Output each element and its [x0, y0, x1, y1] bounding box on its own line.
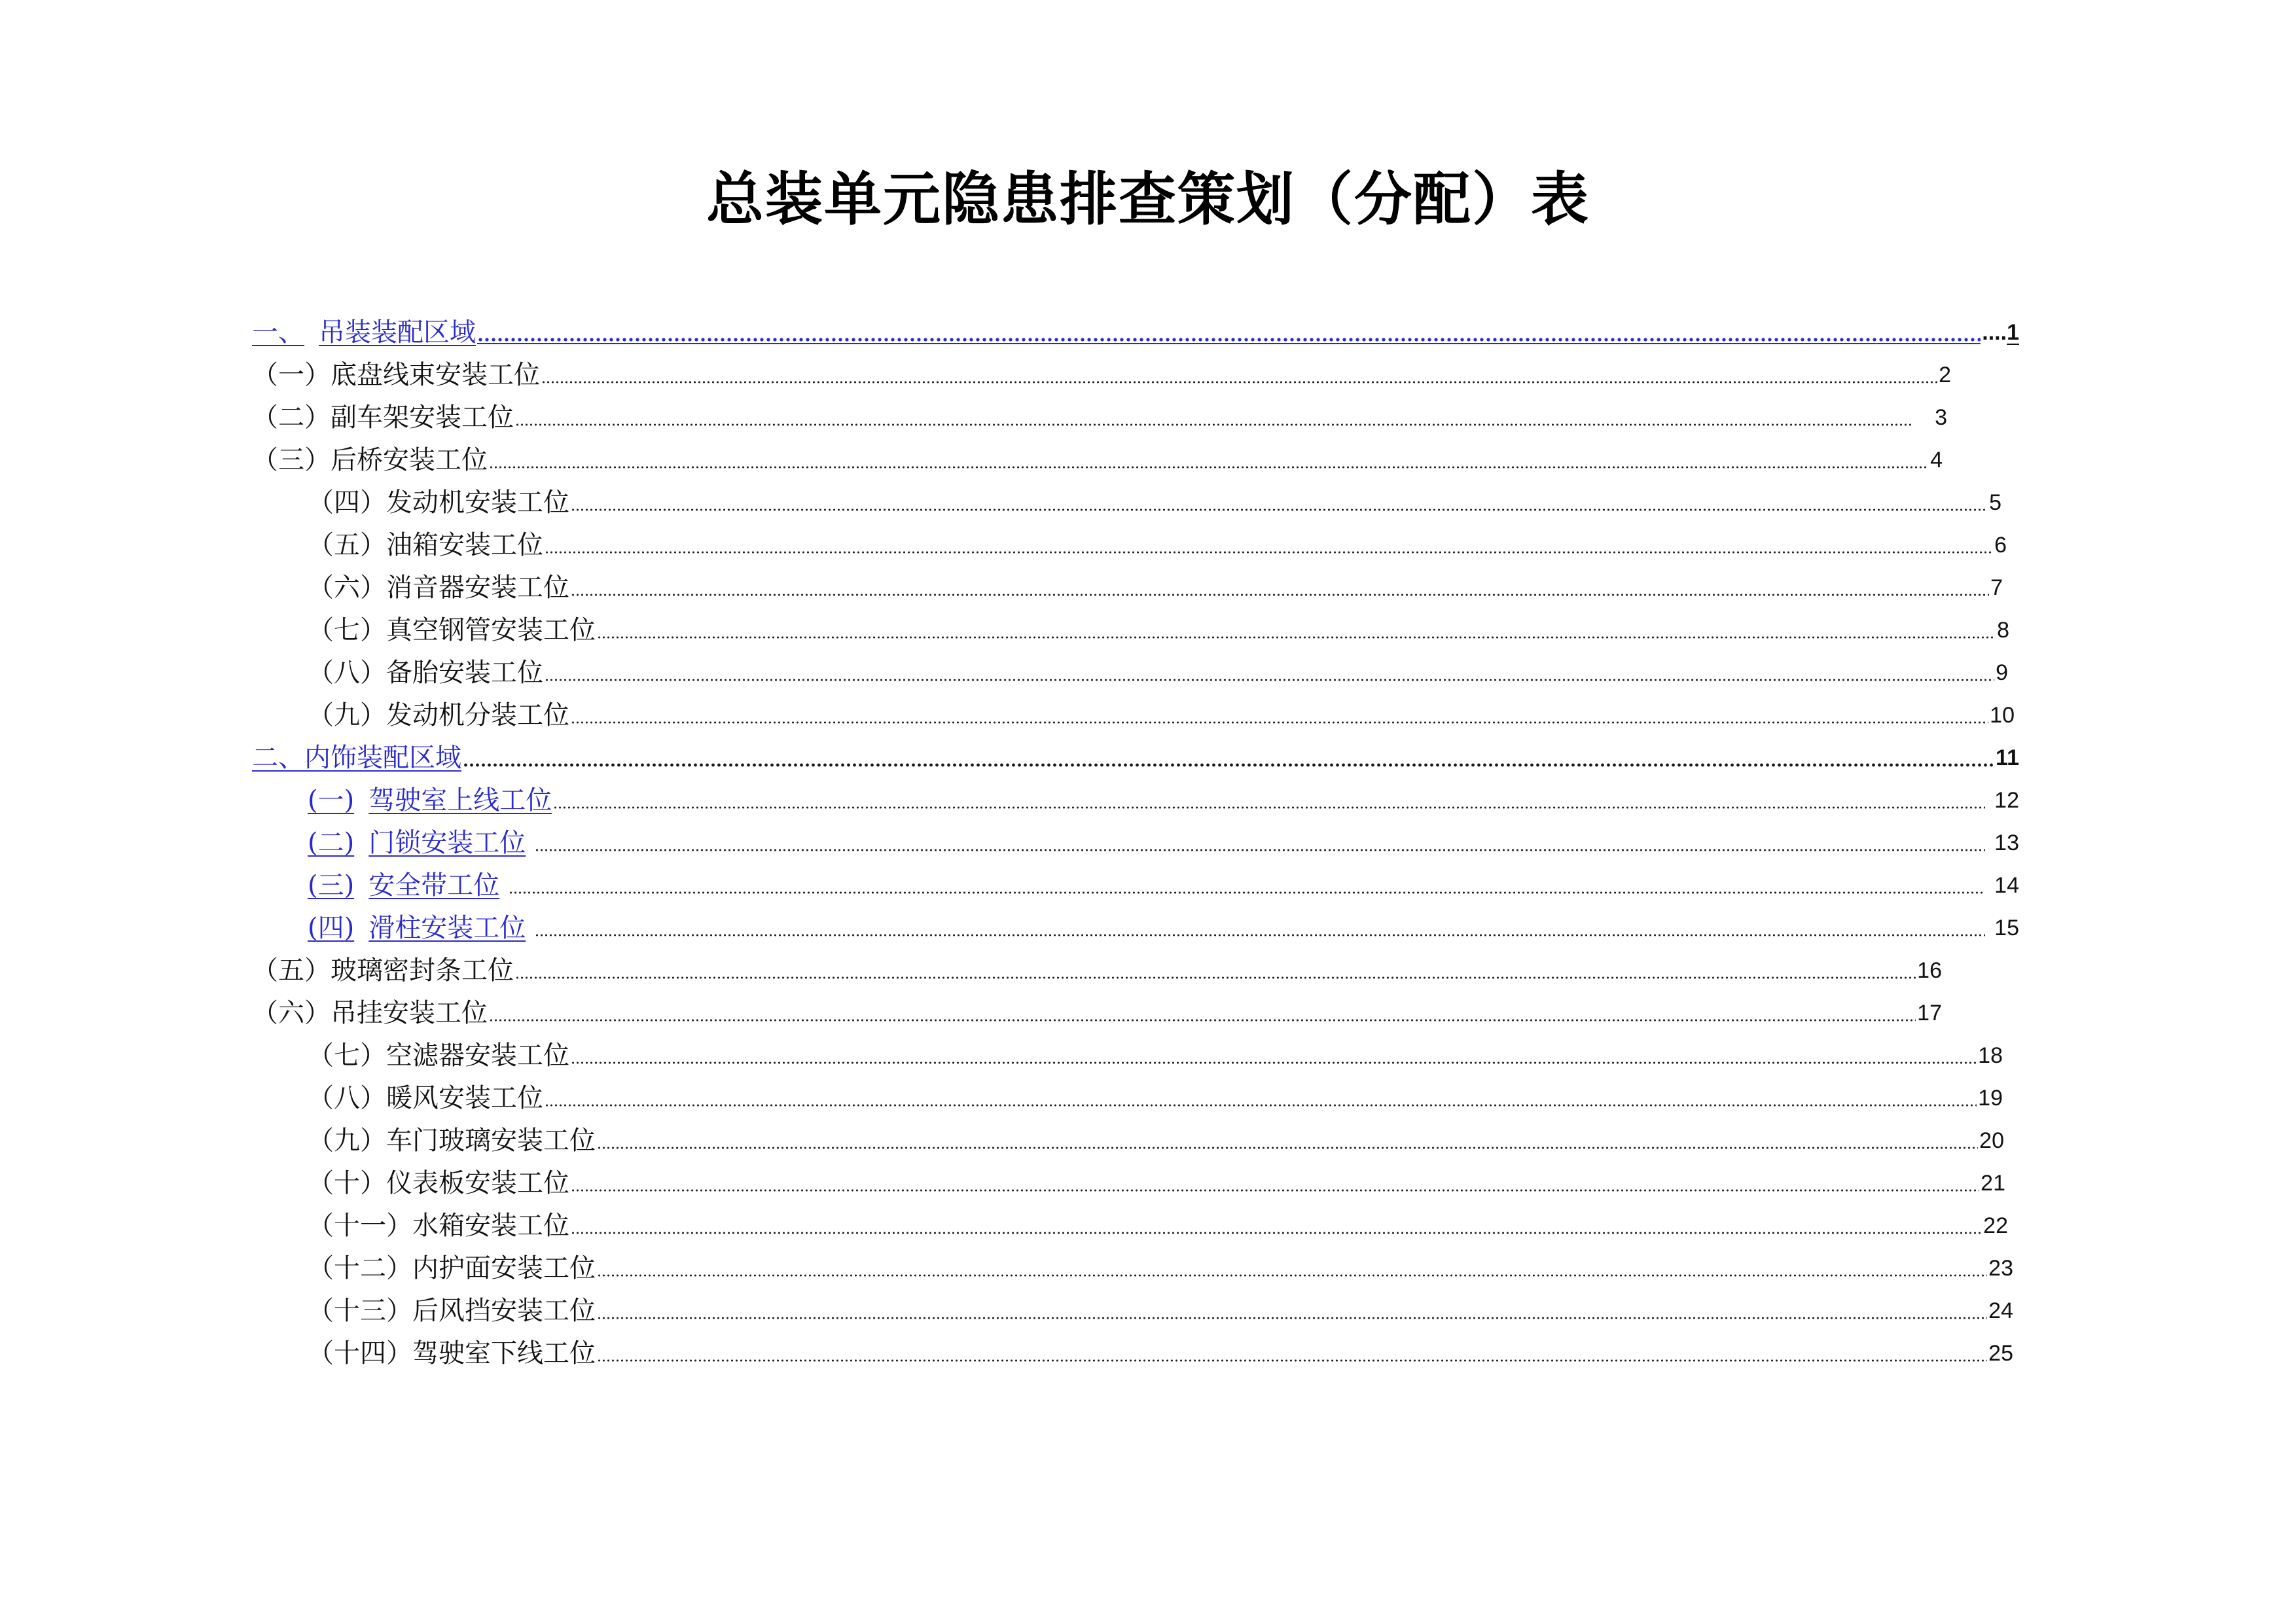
toc-entry-label[interactable]: 一、 吊装装配区域 [252, 317, 476, 348]
toc-entry[interactable] [308, 1122, 2004, 1159]
toc-entry[interactable] [308, 1037, 2003, 1074]
dot-leader [545, 677, 1994, 683]
toc-entry-label: （九）发动机分装工位 [308, 700, 569, 730]
toc-entry-link[interactable] [308, 910, 2019, 946]
dot-leader [463, 762, 1994, 768]
toc-entry[interactable] [308, 484, 2001, 521]
toc-page-number: 8 [1997, 618, 2009, 643]
toc-entry-section-2[interactable] [252, 740, 2019, 776]
dot-leader [545, 550, 1993, 555]
toc-page-number: 2 [1939, 363, 1951, 387]
toc-page-number: 20 [1979, 1128, 2004, 1153]
dot-leader [597, 635, 1996, 640]
dot-leader [571, 592, 1989, 597]
toc-entry-label: （十）仪表板安装工位 [308, 1168, 569, 1198]
toc-entry-label: （三）后桥安装工位 [252, 445, 488, 475]
dot-leader [535, 933, 1985, 938]
toc-entry-label: （六）吊挂安装工位 [252, 998, 488, 1028]
toc-page-number: 4 [1930, 448, 1943, 473]
toc-entry-label: （四）发动机安装工位 [308, 488, 569, 518]
toc-entry-link[interactable] [308, 782, 2019, 819]
dot-leader [571, 720, 1988, 725]
toc-page-number: 16 [1917, 958, 1942, 983]
dot-leader [489, 465, 1929, 470]
dot-leader [535, 847, 1985, 853]
dot-leader [597, 1273, 1987, 1278]
toc-page-number: ....1 [1982, 320, 2019, 345]
toc-entry-label: （六）消音器安装工位 [308, 573, 569, 603]
toc-entry-link[interactable] [308, 825, 2019, 861]
toc-entry-label: （七）空滤器安装工位 [308, 1041, 569, 1071]
dot-leader [489, 1018, 1916, 1023]
toc-page-number: 17 [1917, 1001, 1942, 1026]
toc-entry-label[interactable]: (二) 门锁安装工位 [308, 828, 526, 858]
toc-entry-label: （一）底盘线束安装工位 [252, 360, 540, 390]
toc-page-number: 19 [1978, 1086, 2003, 1111]
toc-entry[interactable] [252, 952, 1942, 989]
toc-page-number: 14 [1994, 873, 2019, 898]
toc-entry[interactable] [252, 995, 1942, 1031]
toc-entry[interactable] [308, 1207, 2008, 1244]
toc-entry-label[interactable]: (四) 滑柱安装工位 [308, 913, 526, 943]
toc-entry-label[interactable]: (一) 驾驶室上线工位 [308, 785, 552, 815]
toc-entry-label: （九）车门玻璃安装工位 [308, 1126, 596, 1156]
dot-leader [571, 1188, 1979, 1193]
toc-page-number: 18 [1978, 1043, 2003, 1068]
toc-page-number: 24 [1988, 1298, 2013, 1323]
toc-entry-label: （十四）驾驶室下线工位 [308, 1338, 596, 1368]
dot-leader [515, 422, 1914, 427]
toc-page-number: 11 [1996, 745, 2019, 770]
toc-entry-label: （十三）后风挡安装工位 [308, 1296, 596, 1326]
toc-entry-label: （七）真空钢管安装工位 [308, 615, 596, 645]
toc-entry-link[interactable] [308, 867, 2019, 904]
toc-page-number: 23 [1988, 1256, 2013, 1281]
toc-entry-label: （十一）水箱安装工位 [308, 1211, 569, 1241]
toc-page-number: 13 [1994, 830, 2019, 855]
toc-entry[interactable] [252, 357, 1951, 393]
dot-leader [571, 1060, 1977, 1065]
toc-entry[interactable] [308, 569, 2003, 606]
dot-leader [509, 890, 1985, 895]
toc-entry[interactable] [308, 1165, 2005, 1202]
toc-entry-label[interactable]: (三) 安全带工位 [308, 870, 500, 901]
toc-page-number: 21 [1981, 1171, 2005, 1196]
toc-entry-label: （五）油箱安装工位 [308, 530, 543, 560]
toc-entry-section-1[interactable] [252, 314, 2019, 351]
toc-entry[interactable] [308, 1080, 2003, 1116]
dot-leader [571, 507, 1988, 512]
toc-entry[interactable] [308, 654, 2008, 691]
toc-page-number: 25 [1988, 1341, 2013, 1366]
toc-entry[interactable] [252, 399, 1947, 436]
toc-page-number: 6 [1994, 533, 2007, 558]
dot-leader [571, 1230, 1982, 1236]
toc-page-number: 7 [1990, 575, 2003, 600]
toc-page-number: 15 [1994, 916, 2019, 940]
toc-entry-label: （十二）内护面安装工位 [308, 1253, 596, 1283]
dot-leader [553, 805, 1985, 810]
toc-page-number: 5 [1989, 490, 2001, 515]
toc-entry[interactable] [308, 1293, 2013, 1329]
toc-entry-label: （二）副车架安装工位 [252, 402, 514, 433]
dot-leader [597, 1145, 1978, 1150]
toc-entry[interactable] [308, 697, 2015, 734]
dot-leader [541, 380, 1937, 385]
toc-page-number: 9 [1996, 660, 2008, 685]
toc-entry[interactable] [308, 527, 2007, 563]
toc-page-number: 12 [1994, 788, 2019, 813]
dot-leader [545, 1103, 1977, 1108]
toc-entry[interactable] [252, 442, 1943, 478]
toc-page-number: 3 [1935, 405, 1947, 430]
toc-entry-label[interactable]: 二、内饰装配区域 [252, 743, 461, 773]
toc-entry-label: （五）玻璃密封条工位 [252, 955, 514, 986]
toc-entry-label: （八）备胎安装工位 [308, 658, 543, 688]
toc-page-number: 10 [1990, 703, 2015, 728]
toc-entry-label: （八）暖风安装工位 [308, 1083, 543, 1113]
toc-entry[interactable] [308, 612, 2009, 649]
toc-entry[interactable] [308, 1250, 2013, 1287]
document-title: 总装单元隐患排查策划（分配）表 [706, 166, 1590, 233]
toc-entry[interactable] [308, 1335, 2013, 1372]
dot-leader [477, 336, 1981, 344]
dot-leader [597, 1358, 1987, 1363]
dot-leader [515, 975, 1916, 980]
toc-page-number: 22 [1983, 1213, 2008, 1238]
dot-leader [597, 1315, 1987, 1321]
